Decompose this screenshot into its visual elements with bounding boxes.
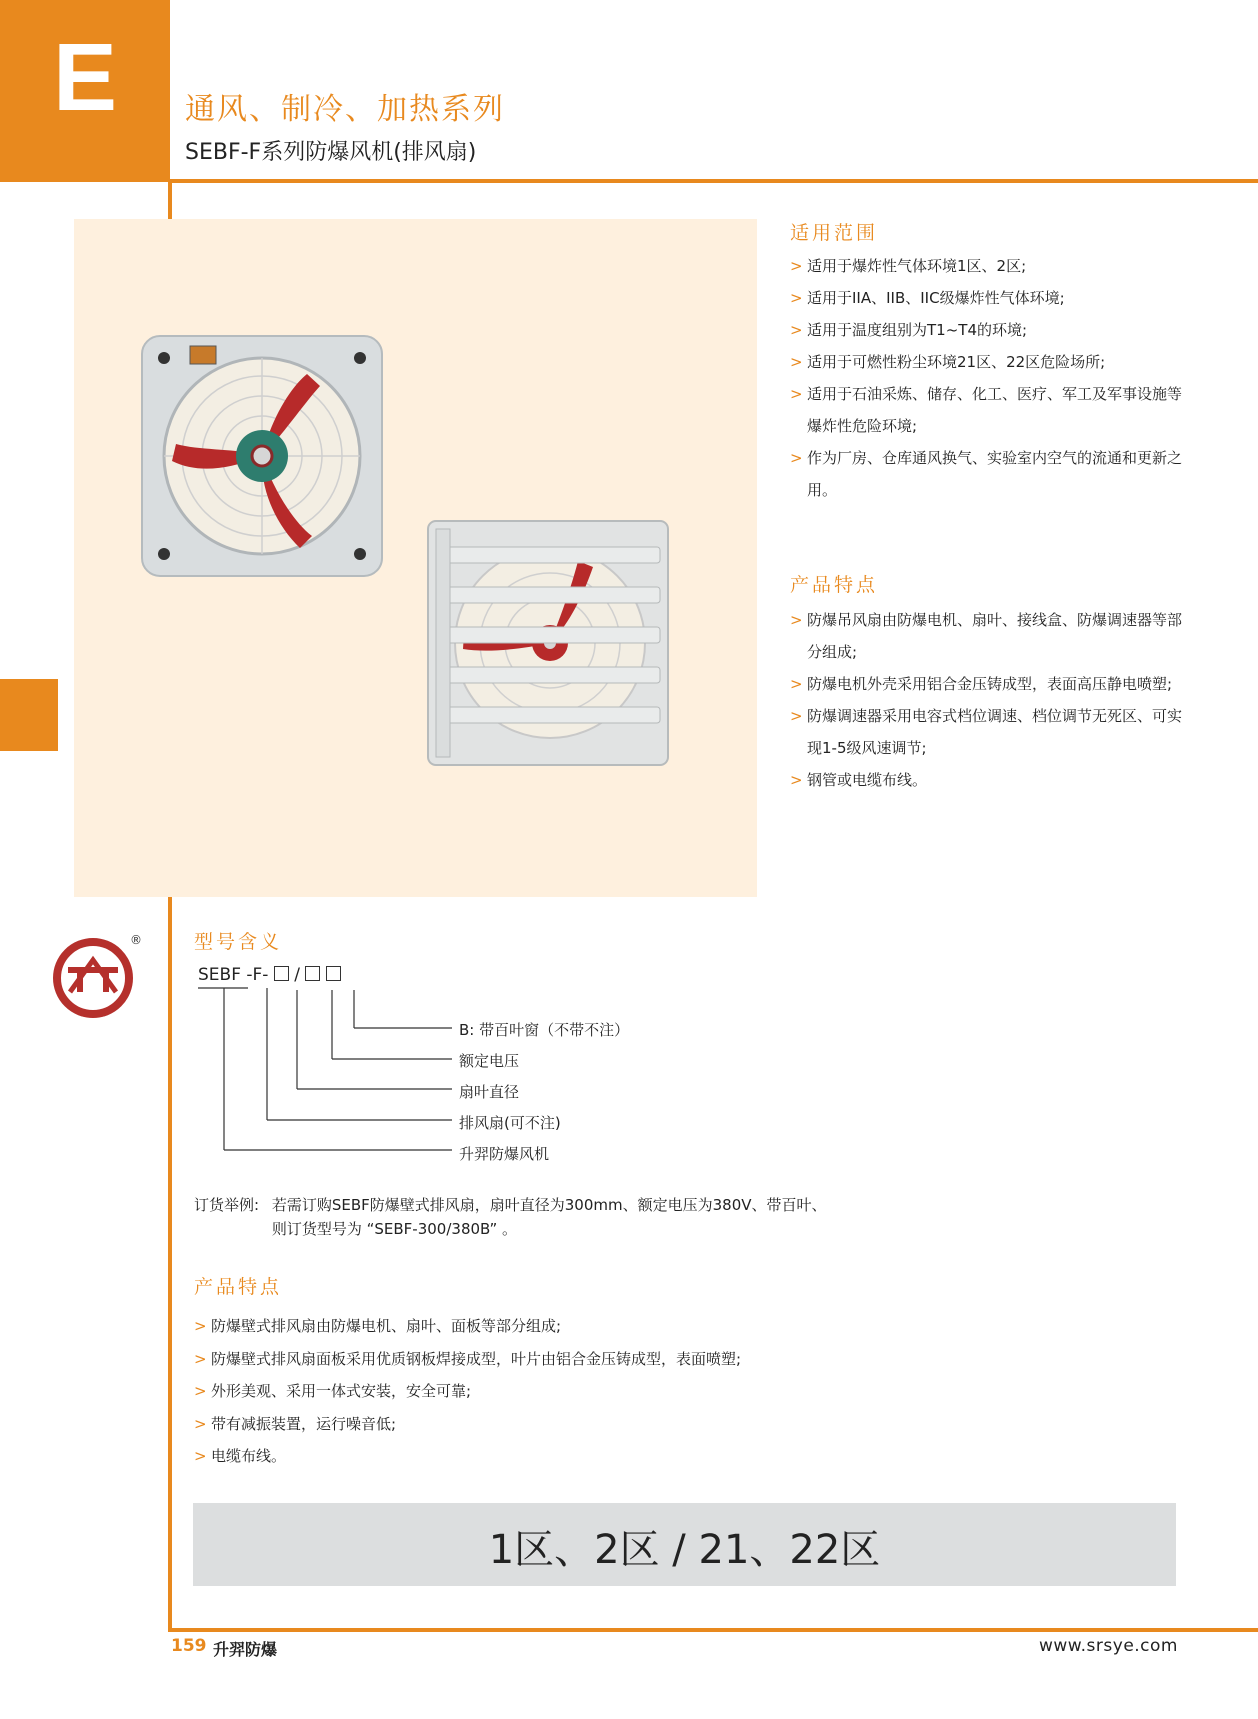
- product-photo: [74, 219, 757, 897]
- chevron-right-icon: >: [790, 611, 803, 629]
- section-letter: E: [52, 24, 118, 131]
- list-item: > 适用于石油采炼、储存、化工、医疗、军工及军事设施等爆炸性危险环境;: [790, 378, 1190, 442]
- model-meaning-heading: 型号含义: [194, 931, 283, 953]
- model-code-mid: -F-: [246, 965, 269, 985]
- chevron-right-icon: >: [790, 385, 803, 403]
- chevron-right-icon: >: [790, 289, 803, 307]
- model-legend-lines: [190, 984, 460, 1159]
- diameter-placeholder: [274, 966, 289, 981]
- chevron-right-icon: >: [790, 449, 803, 467]
- list-item: > 适用于可燃性粉尘环境21区、22区危险场所;: [790, 346, 1190, 378]
- model-code-prefix: SEBF: [198, 965, 241, 985]
- model-code-sep: /: [294, 965, 300, 985]
- side-tab-marker: [0, 679, 58, 751]
- order-example-line1: 若需订购SEBF防爆壁式排风扇，扇叶直径为300mm、额定电压为380V、带百叶、: [271, 1196, 827, 1214]
- list-item: > 防爆电机外壳采用铝合金压铸成型，表面高压静电喷塑;: [790, 668, 1190, 700]
- chevron-right-icon: >: [790, 771, 803, 789]
- legend-exhaust: 排风扇(可不注): [459, 1114, 561, 1132]
- chevron-right-icon: >: [790, 675, 803, 693]
- list-item: > 防爆调速器采用电容式档位调速、档位调节无死区、可实现1-5级风速调节;: [790, 700, 1190, 764]
- features-list: [790, 604, 1190, 796]
- chevron-right-icon: >: [790, 321, 803, 339]
- registered-icon: ®: [130, 933, 142, 947]
- legend-louver: B: 带百叶窗（不带不注）: [459, 1021, 630, 1039]
- legend-brand: 升羿防爆风机: [459, 1145, 550, 1163]
- list-item: > 带有减振装置，运行噪音低;: [194, 1408, 1094, 1441]
- chevron-right-icon: >: [194, 1447, 207, 1465]
- list-item: > 适用于温度组别为T1~T4的环境;: [790, 314, 1190, 346]
- page-number: 159: [171, 1636, 207, 1656]
- application-scope-heading: 适用范围: [790, 222, 879, 244]
- list-item: > 适用于爆炸性气体环境1区、2区;: [790, 250, 1190, 282]
- wall-fan-features-list: [194, 1310, 1094, 1473]
- list-item: > 防爆壁式排风扇由防爆电机、扇叶、面板等部分组成;: [194, 1310, 1094, 1343]
- company-logo: [50, 930, 140, 1020]
- chevron-right-icon: >: [194, 1382, 207, 1400]
- header-divider: [170, 179, 1258, 183]
- louver-placeholder: [326, 966, 341, 981]
- fan-illustration: [74, 219, 757, 897]
- footer-divider: [170, 1628, 1258, 1632]
- model-code: [198, 965, 341, 985]
- fan-with-louver: [428, 521, 668, 765]
- chevron-right-icon: >: [194, 1317, 207, 1335]
- order-example-line2: 则订货型号为 “SEBF-300/380B” 。: [271, 1220, 518, 1238]
- list-item: > 电缆布线。: [194, 1440, 1094, 1473]
- chevron-right-icon: >: [194, 1414, 207, 1433]
- list-item: > 外形美观、采用一体式安装，安全可靠;: [194, 1375, 1094, 1408]
- chevron-right-icon: >: [194, 1349, 207, 1368]
- page-subtitle: SEBF-F系列防爆风机(排风扇): [185, 140, 477, 165]
- order-example-label: 订货举例:: [194, 1196, 260, 1214]
- order-example: [194, 1193, 827, 1241]
- list-item: > 防爆吊风扇由防爆电机、扇叶、接线盒、防爆调速器等部分组成;: [790, 604, 1190, 668]
- zone-banner-text: 1区、2区 / 21、22区: [488, 1527, 881, 1573]
- website-link[interactable]: www.srsye.com: [1039, 1636, 1178, 1656]
- application-scope-list: [790, 250, 1190, 506]
- features-heading: 产品特点: [790, 574, 879, 596]
- list-item: > 防爆壁式排风扇面板采用优质钢板焊接成型，叶片由铝合金压铸成型，表面喷塑;: [194, 1343, 1094, 1376]
- list-item: > 作为厂房、仓库通风换气、实验室内空气的流通和更新之用。: [790, 442, 1190, 506]
- chevron-right-icon: >: [790, 707, 803, 725]
- legend-voltage: 额定电压: [459, 1052, 520, 1070]
- voltage-placeholder: [305, 966, 320, 981]
- page-title: 通风、制冷、加热系列: [185, 92, 505, 127]
- wall-fan-features-heading: 产品特点: [194, 1276, 283, 1298]
- legend-diameter: 扇叶直径: [459, 1083, 520, 1101]
- footer-brand: 升羿防爆: [213, 1640, 278, 1659]
- chevron-right-icon: >: [790, 353, 803, 371]
- fan-without-louver: [142, 336, 382, 576]
- list-item: > 适用于IIA、IIB、IIC级爆炸性气体环境;: [790, 282, 1190, 314]
- list-item: > 钢管或电缆布线。: [790, 764, 1190, 796]
- chevron-right-icon: >: [790, 257, 803, 275]
